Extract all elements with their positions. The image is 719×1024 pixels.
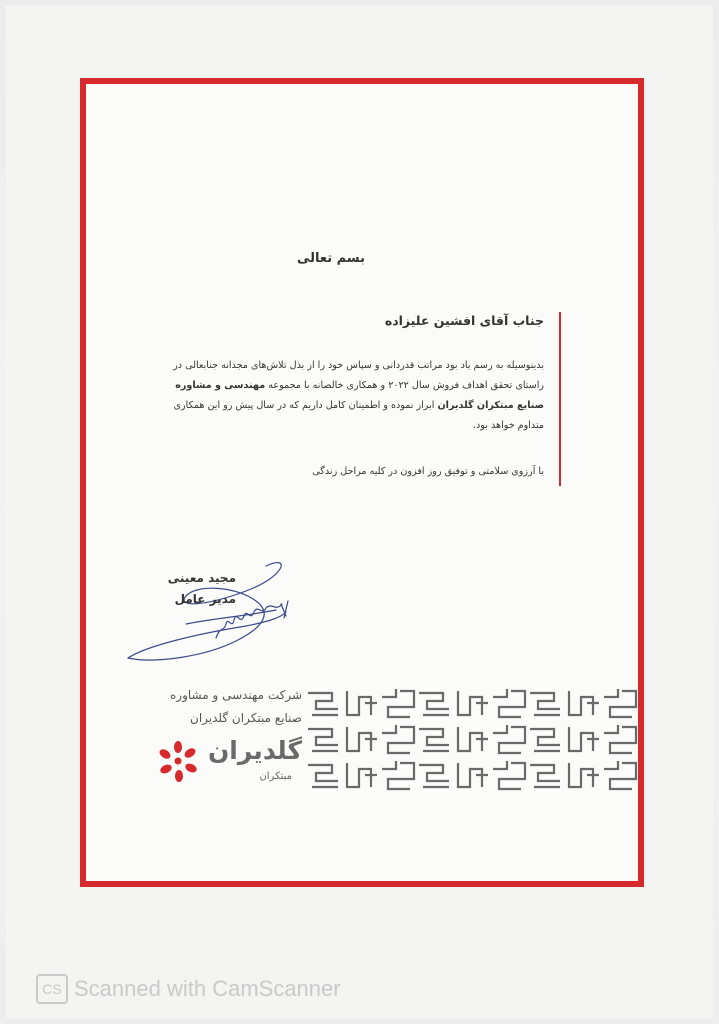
flower-logo-icon <box>156 739 200 783</box>
camscanner-icon: CS <box>36 974 68 1004</box>
watermark-text: Scanned with CamScanner <box>74 976 341 1001</box>
paper-sheet <box>6 6 713 1018</box>
recipient-line: جناب آقای افشین علیزاده <box>384 313 544 328</box>
accent-bar <box>559 312 561 486</box>
scanner-watermark <box>36 974 436 1004</box>
signer-title: مدیر عامل <box>174 592 236 606</box>
logo-wordmark: گلدیران <box>207 736 302 765</box>
company-name-line-2: صنایع مبتکران گلدیران <box>190 711 302 725</box>
signer-name: مجید معینی <box>167 571 236 585</box>
company-name-line-1: شرکت مهندسی و مشاوره <box>169 688 302 702</box>
body-org-name: مهندسی و مشاوره صنایع مبتکران گلدیران <box>175 380 544 411</box>
letter-body <box>158 356 544 436</box>
decorative-pattern <box>304 683 640 799</box>
letter-title: بسم تعالی <box>297 251 365 266</box>
closing-line: با آرزوی سلامتی و توفیق روز افزون در کلیه مراحل زندگی <box>312 466 544 477</box>
body-part-2: ابراز نموده و اطمینان کامل داریم که در سال پیش رو این همکاری متداوم خواهد بود. <box>173 400 544 431</box>
logo-subtitle: مبتکران <box>259 771 292 782</box>
handwritten-signature <box>116 546 316 676</box>
body-part-1: بدینوسیله به رسم یاد بود مراتب قدردانی و سپاس خود را از بذل تلاش‌های مجدانه جنابعالی در راستای تحقق اهداف فروش سال ۲۰۲۲ و همکاری خالصانه با مجموعه <box>173 360 544 391</box>
